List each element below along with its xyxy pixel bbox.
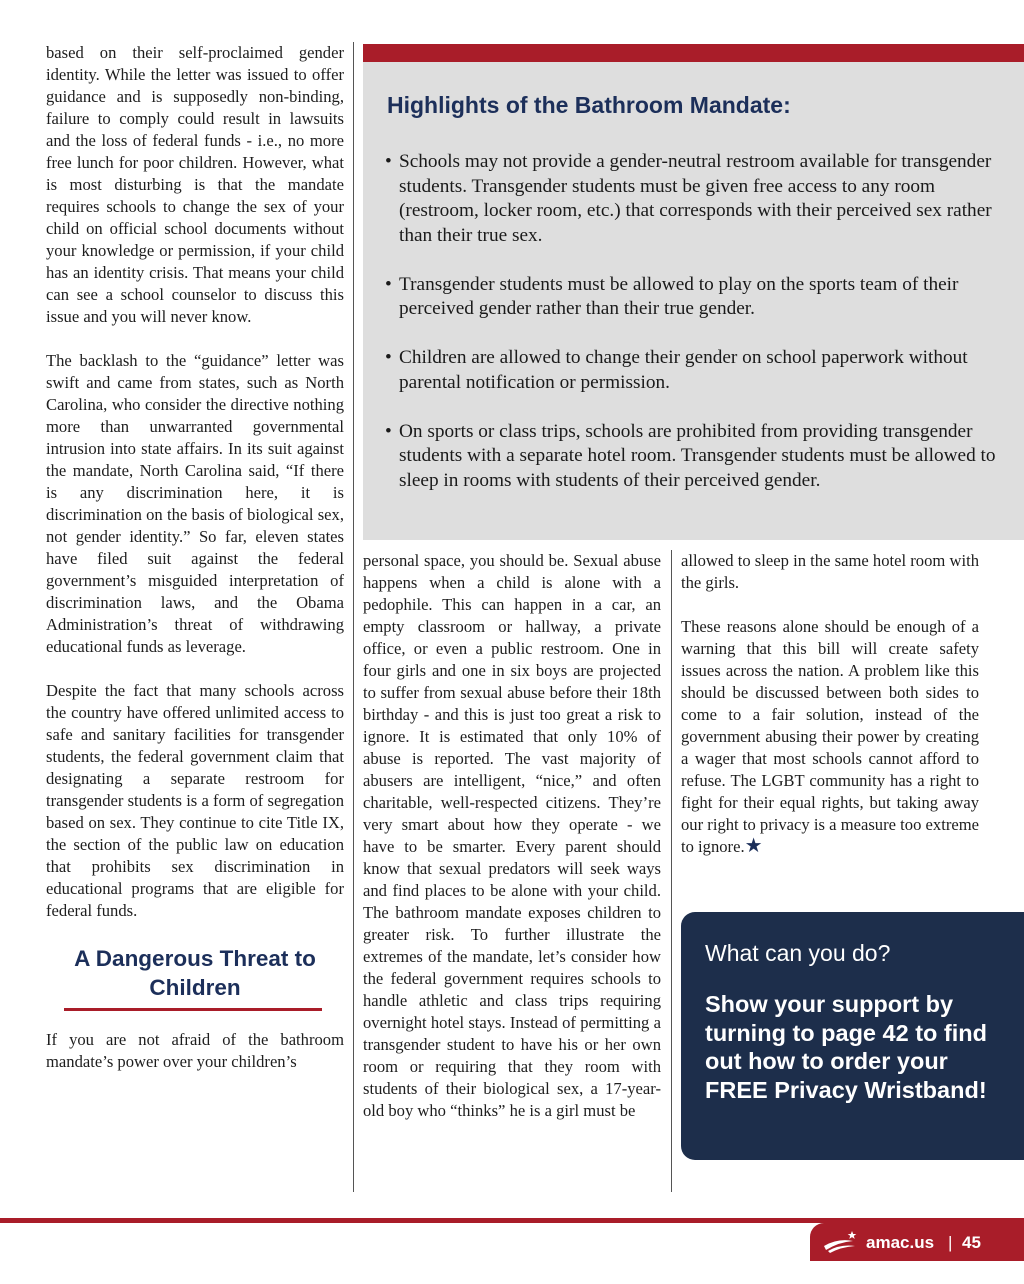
column-divider — [671, 550, 672, 1192]
cta-body: Show your support by turning to page 42 to find out how to order your FREE Privacy Wristband! — [705, 991, 987, 1103]
paragraph: personal space, you should be. Sexual abuse happens when a child is alone with a pedophile. This can happen in a car, an empty classroom or hallway, a private office, or even a public restroom. One in four girls and one in six boys are projected to suffer from sexual abuse before their 18th birthday - and this is just too great a risk to ignore. It is estimated that only 10% of abuse is reported. The vast majority of abusers are intelligent, “nice,” and often charitable, well-respected citizens. They’re very smart about how they operate - we have to be smarter. Every parent should know that sexual predators will seek ways and find places to be alone with your child. The bathroom mandate exposes children to greater risk. To further illustrate the extremes of the mandate, let’s consider how the federal government requires schools to handle athletic and class trips requiring overnight hotel stays. Instead of permitting a transgender student to have his or her own room or requiring that they room with students of their biological sex, a 17-year-old boy who “thinks” he is a girl must be — [363, 551, 661, 1120]
footer-separator: | — [948, 1233, 953, 1252]
paragraph: These reasons alone should be enough of a warning that this bill will create safety issues across the nation. A problem like this should be discussed between both sides to come to a fair solution, instead of the government abusing their power by creating a wager that most schools cannot afford to refuse. The LGBT community has a right to fight for their equal rights, but taking away our right to privacy is a measure too extreme to ignore.★ — [681, 617, 979, 857]
bullet-icon: • — [385, 347, 392, 368]
star-icon: ★ — [744, 835, 763, 857]
article-column-1 — [46, 42, 344, 1095]
paragraph: The backlash to the “guidance” letter was swift and came from states, such as North Carolina, who consider the directive nothing more than unwarranted governmental intrusion into state affairs. In its suit against the mandate, North Carolina said, “If there is any discrimination here, it is discrimination on the basis of biological sex, not gender identity.” So far, eleven states have filed suit against the federal government’s misguided interpretation of discrimination laws, and the Obama Administration’s threat of withdrawing educational funds as leverage. — [46, 351, 344, 656]
bullet-icon: • — [385, 420, 392, 442]
highlight-item: • Schools may not provide a gender-neutral restroom available for transgender students. Transgender students must be given free access to any room (restroom, locker room, etc.) that corresponds with their perceived sex rather than their true sex. — [385, 151, 992, 246]
highlights-title: Highlights of the Bathroom Mandate: — [387, 92, 791, 118]
paragraph: Despite the fact that many schools across the country have offered unlimited access to safe and sanitary facilities for transgender students, the federal government claim that designating a separate restroom for transgender students is a form of segregation based on sex. They continue to cite Title IX, the section of the public law on education that prohibits sex discrimination in educational programs that are eligible for federal funds. — [46, 681, 344, 920]
highlights-list — [385, 150, 1005, 518]
highlights-accent-bar — [363, 44, 1024, 62]
footer-site-link[interactable]: amac.us — [866, 1233, 935, 1252]
footer-tab — [810, 1223, 1024, 1261]
highlight-item: • Children are allowed to change their gender on school paperwork without parental notification or permission. — [385, 347, 968, 393]
highlight-item: • On sports or class trips, schools are prohibited from providing transgender students with a separate hotel room. Transgender students must be allowed to sleep in rooms with students of their perceived gender. — [385, 420, 996, 491]
paragraph: allowed to sleep in the same hotel room with the girls. — [681, 551, 979, 592]
paragraph: based on their self-proclaimed gender identity. While the letter was issued to offer guidance and is supposedly non-binding, failure to comply could result in lawsuits and the loss of federal funds - i.e., no more free lunch for poor children. However, what is most disturbing is that the mandate requires schools to change the sex of your child on official school documents without your knowledge or permission, if your child has an identity crisis. That means your child can see a school counselor to discuss this issue and you will never know. — [46, 43, 344, 326]
highlight-item: • Transgender students must be allowed to play on the sports team of their perceived gender rather than their true gender. — [385, 273, 959, 319]
call-to-action-box — [681, 912, 1024, 1160]
bullet-icon: • — [385, 273, 392, 295]
subhead-divider — [64, 1008, 322, 1011]
bullet-icon: • — [385, 151, 392, 172]
column-divider — [353, 42, 354, 1192]
highlights-box — [363, 62, 1024, 540]
section-subhead: A Dangerous Threat to Children — [74, 946, 316, 1000]
page-number: 45 — [962, 1233, 981, 1252]
article-column-3 — [681, 550, 979, 880]
paragraph: If you are not afraid of the bathroom mandate’s power over your children’s — [46, 1030, 344, 1071]
article-column-2 — [363, 550, 661, 1144]
amac-logo-icon — [822, 1229, 858, 1253]
cta-question: What can you do? — [705, 940, 891, 966]
